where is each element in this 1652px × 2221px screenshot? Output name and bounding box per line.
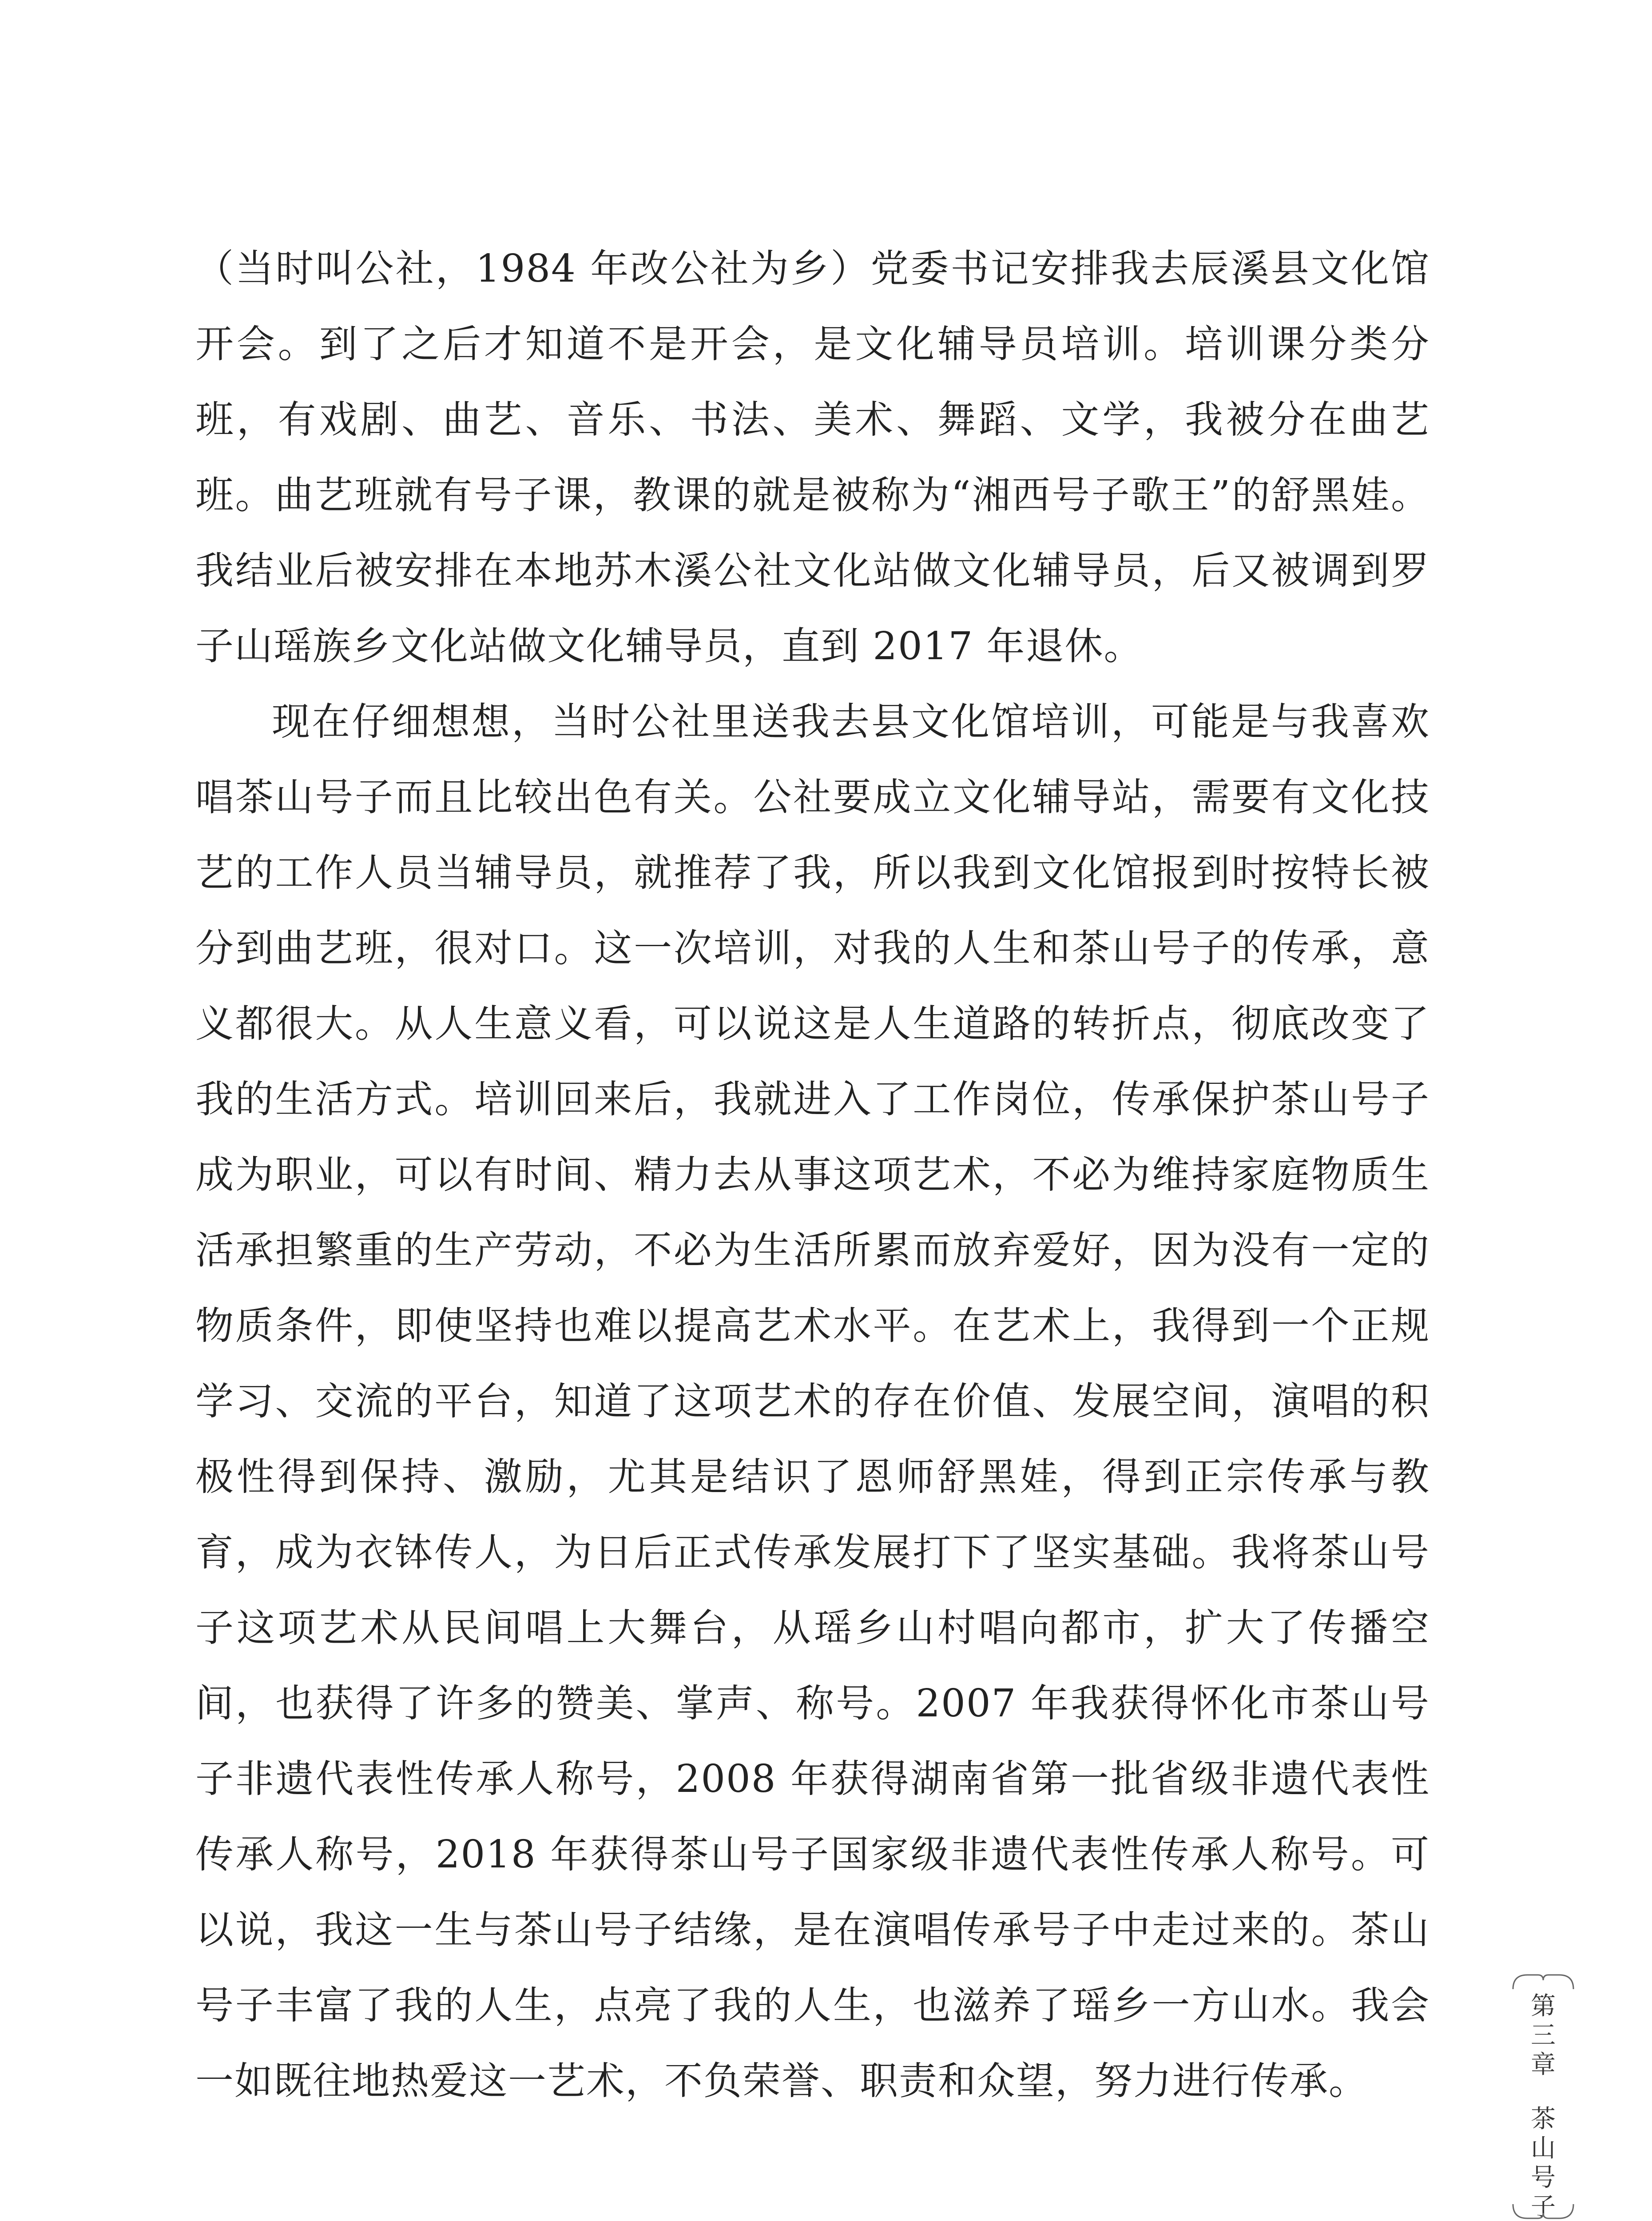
chapter-side-tab	[1508, 1972, 1579, 2221]
paragraph-1: （当时叫公社，1984 年改公社为乡）党委书记安排我去辰溪县文化馆开会。到了之后才知道不是开会，是文化辅导员培训。培训课分类分班，有戏剧、曲艺、音乐、书法、美术、舞蹈、文学，我被分在曲艺班。曲艺班就有号子课，教课的就是被称为“湘西号子歌王”的舒黑娃。我结业后被安排在本地苏木溪公社文化站做文化辅导员，后又被调到罗子山瑶族乡文化站做文化辅导员，直到 2017 年退休。	[195, 247, 1430, 669]
paragraph-2: 现在仔细想想，当时公社里送我去县文化馆培训，可能是与我喜欢唱茶山号子而且比较出色有关。公社要成立文化辅导站，需要有文化技艺的工作人员当辅导员，就推荐了我，所以我到文化馆报到时按特长被分到曲艺班，很对口。这一次培训，对我的人生和茶山号子的传承，意义都很大。从人生意义看，可以说这是人生道路的转折点，彻底改变了我的生活方式。培训回来后，我就进入了工作岗位，传承保护茶山号子成为职业，可以有时间、精力去从事这项艺术，不必为维持家庭物质生活承担繁重的生产劳动，不必为生活所累而放弃爱好，因为没有一定的物质条件，即使坚持也难以提高艺术水平。在艺术上，我得到一个正规学习、交流的平台，知道了这项艺术的存在价值、发展空间，演唱的积极性得到保持、激励，尤其是结识了恩师舒黑娃，得到正宗传承与教育，成为衣钵传人，为日后正式传承发展打下了坚实基础。我将茶山号子这项艺术从民间唱上大舞台，从瑶乡山村唱向都市，扩大了传播空间，也获得了许多的赞美、掌声、称号。2007 年我获得怀化市茶山号子非遗代表性传承人称号，2008 年获得湖南省第一批省级非遗代表性传承人称号，2018 年获得茶山号子国家级非遗代表性传承人称号。可以说，我这一生与茶山号子结缘，是在演唱传承号子中走过来的。茶山号子丰富了我的人生，点亮了我的人生，也滋养了瑶乡一方山水。我会一如既往地热爱这一艺术，不负荣誉、职责和众望，努力进行传承。	[195, 700, 1430, 2103]
chapter-label	[1508, 1992, 1579, 2221]
bracket-bottom-icon	[1511, 2203, 1575, 2221]
chapter-char: 三	[1531, 2021, 1556, 2050]
body-text	[195, 231, 1430, 2119]
section-char: 号	[1531, 2163, 1556, 2192]
chapter-char: 章	[1531, 2050, 1556, 2079]
section-char: 茶	[1531, 2105, 1556, 2133]
chapter-char: 第	[1531, 1992, 1556, 2021]
section-char: 山	[1531, 2134, 1556, 2163]
bracket-top-icon	[1511, 1972, 1575, 1990]
section-char: 子	[1531, 2193, 1556, 2221]
